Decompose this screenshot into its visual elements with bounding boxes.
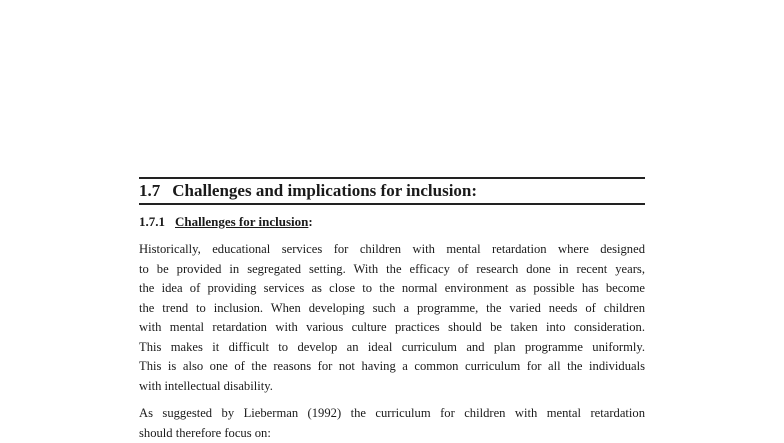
subsection-title: Challenges for inclusion (175, 214, 308, 229)
paragraph-line: with intellectual disability. (139, 377, 645, 397)
paragraph-line: with mental retardation with various culture practices should be taken into consideration. (139, 318, 645, 338)
section-title: Challenges and implications for inclusion: (172, 181, 477, 201)
paragraph-line: Historically, educational services for children with mental retardation where designed (139, 240, 645, 260)
subsection-heading (139, 214, 313, 230)
paragraph-line: This is also one of the reasons for not having a common curriculum for all the individuals (139, 357, 645, 377)
section-number: 1.7 (139, 181, 160, 201)
paragraph-line: This makes it difficult to develop an ideal curriculum and plan programme uniformly. (139, 338, 645, 358)
paragraph-line: the trend to inclusion. When developing such a programme, the varied needs of children (139, 299, 645, 319)
paragraph-historical-context (139, 240, 645, 396)
paragraph-line: to be provided in segregated setting. With the efficacy of research done in recent years, (139, 260, 645, 280)
subsection-number: 1.7.1 (139, 214, 165, 230)
subsection-title-group (175, 214, 313, 230)
paragraph-line: As suggested by Lieberman (1992) the curriculum for children with mental retardation (139, 404, 645, 424)
paragraph-line: the idea of providing services as close to the normal environment as possible has become (139, 279, 645, 299)
paragraph-lieberman (139, 404, 645, 443)
paragraph-line: should therefore focus on: (139, 424, 645, 443)
section-heading (139, 177, 645, 205)
subsection-suffix: : (308, 214, 312, 229)
